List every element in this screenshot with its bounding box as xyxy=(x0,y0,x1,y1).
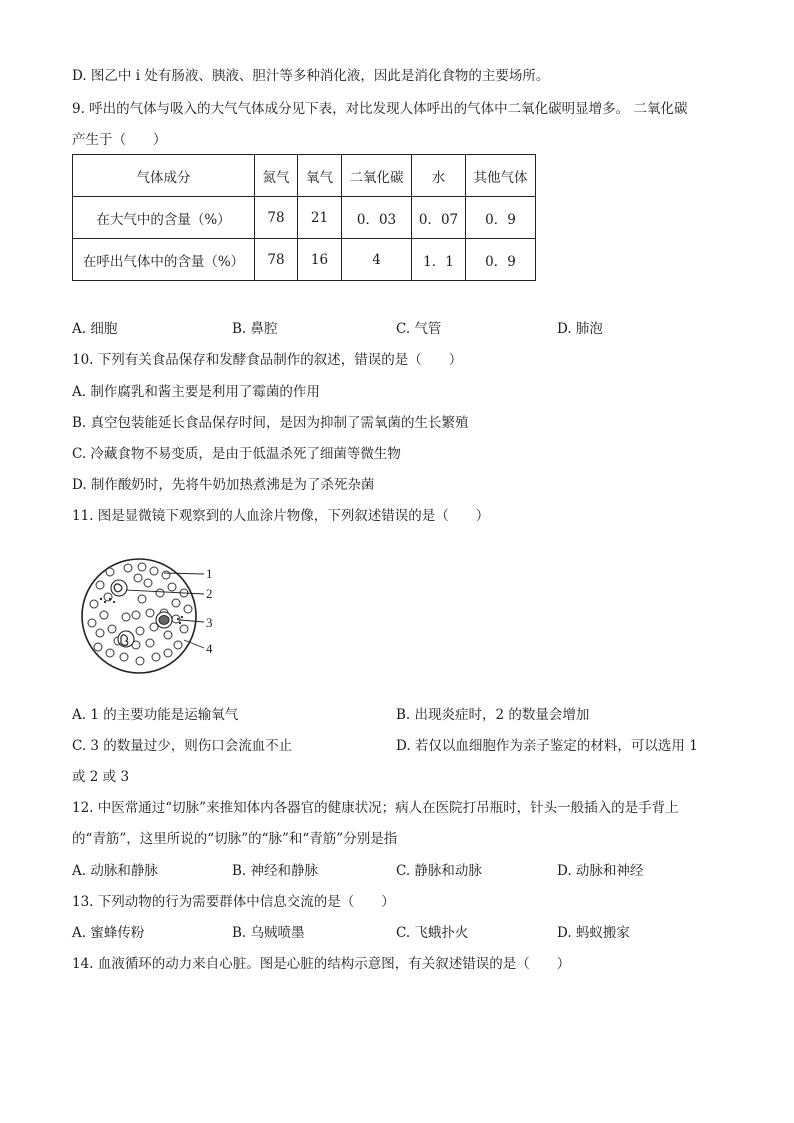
table-header-cell: 其他气体 xyxy=(466,155,536,197)
table-cell: 16 xyxy=(298,239,342,281)
q11-stem: 11. 图是显微镜下观察到的人血涂片物像，下列叙述错误的是（ ） xyxy=(72,508,490,524)
blood-smear-figure xyxy=(80,557,230,677)
q10-option-d: D. 制作酸奶时，先将牛奶加热煮沸是为了杀死杂菌 xyxy=(72,477,375,493)
figure-label-4: 4 xyxy=(206,641,213,656)
q11-option-d: D. 若仅以血细胞作为亲子鉴定的材料，可以选用 1 xyxy=(396,738,698,754)
q9-option-d: D. 肺泡 xyxy=(557,321,603,337)
q13-option-a: A. 蜜蜂传粉 xyxy=(72,925,145,941)
table-cell: 78 xyxy=(255,197,298,239)
table-cell: 21 xyxy=(298,197,342,239)
table-header-cell: 二氧化碳 xyxy=(342,155,412,197)
table-header-row xyxy=(73,155,536,197)
table-cell: 4 xyxy=(342,239,412,281)
q11-option-b: B. 出现炎症时，2 的数量会增加 xyxy=(396,707,590,723)
q9-option-c: C. 气管 xyxy=(396,321,442,337)
table-cell: 0．9 xyxy=(466,239,536,281)
table-cell: 78 xyxy=(255,239,298,281)
q8-option-d: D. 图乙中 i 处有肠液、胰液、胆汁等多种消化液，因此是消化食物的主要场所。 xyxy=(72,68,550,84)
q9-stem-line2: 产生于（ ） xyxy=(72,132,167,148)
table-row xyxy=(73,239,536,281)
q11-option-d-continued: 或 2 或 3 xyxy=(72,769,130,785)
q10-option-a: A. 制作腐乳和酱主要是利用了霉菌的作用 xyxy=(72,384,320,400)
q9-stem-line1: 9. 呼出的气体与吸入的大气气体成分见下表，对比发现人体呼出的气体中二氧化碳明显增多。 二氧化碳 xyxy=(72,101,688,117)
table-header-cell: 氮气 xyxy=(255,155,298,197)
q12-stem-line1: 12. 中医常通过“切脉”来推知体内各器官的健康状况；病人在医院打吊瓶时，针头一般插入的是手背上 xyxy=(72,800,679,816)
q10-option-b: B. 真空包装能延长食品保存时间，是因为抑制了需氧菌的生长繁殖 xyxy=(72,415,469,431)
figure-label-1: 1 xyxy=(206,566,213,581)
table-row xyxy=(73,197,536,239)
table-header-cell: 水 xyxy=(412,155,466,197)
q12-option-d: D. 动脉和神经 xyxy=(557,863,644,879)
q10-option-c: C. 冷藏食物不易变质，是由于低温杀死了细菌等微生物 xyxy=(72,446,401,462)
q12-option-c: C. 静脉和动脉 xyxy=(396,863,482,879)
table-header-cell: 气体成分 xyxy=(73,155,255,197)
q13-option-b: B. 乌贼喷墨 xyxy=(232,925,305,941)
gas-composition-table xyxy=(72,154,536,281)
table-cell: 0．07 xyxy=(412,197,466,239)
table-header-cell: 氧气 xyxy=(298,155,342,197)
q9-option-b: B. 鼻腔 xyxy=(232,321,278,337)
q13-option-c: C. 飞蛾扑火 xyxy=(396,925,469,941)
table-cell: 0．9 xyxy=(466,197,536,239)
table-cell: 在呼出气体中的含量（%） xyxy=(73,239,255,281)
q11-option-c: C. 3 的数量过少，则伤口会流血不止 xyxy=(72,738,293,754)
q13-option-d: D. 蚂蚁搬家 xyxy=(557,925,630,941)
table-cell: 1．1 xyxy=(412,239,466,281)
q12-option-a: A. 动脉和静脉 xyxy=(72,863,158,879)
table-cell: 在大气中的含量（%） xyxy=(73,197,255,239)
q9-option-a: A. 细胞 xyxy=(72,321,118,337)
q12-option-b: B. 神经和静脉 xyxy=(232,863,319,879)
q14-stem: 14. 血液循环的动力来自心脏。图是心脏的结构示意图，有关叙述错误的是（ ） xyxy=(72,956,571,972)
q12-stem-line2: 的“青筋”，这里所说的“切脉”的“脉”和“青筋”分别是指 xyxy=(72,831,398,847)
table-cell: 0．03 xyxy=(342,197,412,239)
q11-option-a: A. 1 的主要功能是运输氧气 xyxy=(72,707,239,723)
figure-label-3: 3 xyxy=(206,615,213,630)
q10-stem: 10. 下列有关食品保存和发酵食品制作的叙述，错误的是（ ） xyxy=(72,352,463,368)
q13-stem: 13. 下列动物的行为需要群体中信息交流的是（ ） xyxy=(72,894,395,910)
figure-label-2: 2 xyxy=(206,586,213,601)
